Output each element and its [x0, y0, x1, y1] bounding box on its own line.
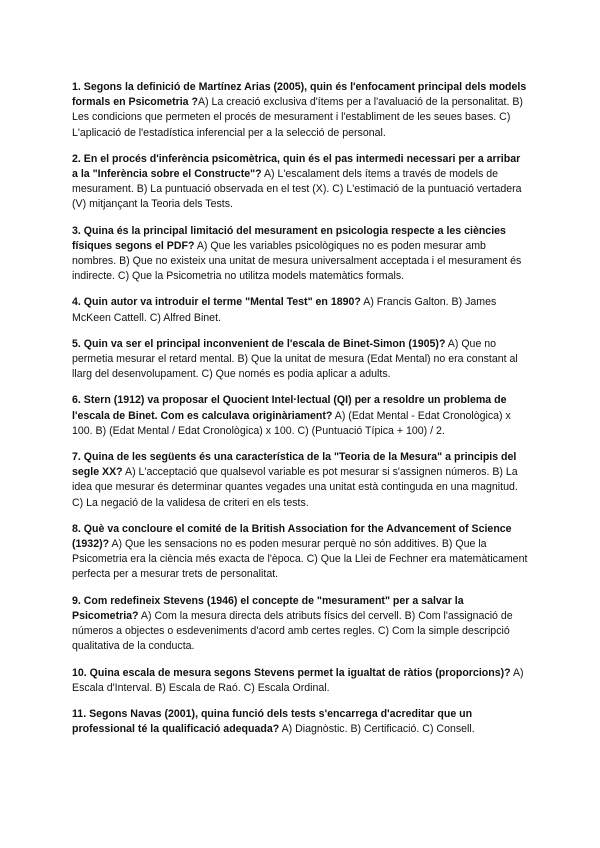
- question-text: 2. En el procés d'inferència psicomètrica, quin és el pas intermedi necessari per a arribar a la "Inferència sobre el Constructe"?: [72, 152, 521, 181]
- answer-options: A) Diagnòstic. B) Certificació. C) Consell.: [281, 723, 475, 736]
- question-text: 11. Segons Navas (2001), quina funció dels tests s'encarrega d'acreditar que un professional té la qualificació adequada?: [72, 707, 473, 736]
- question-text: 5. Quin va ser el principal inconvenient de l'escala de Binet-Simon (1905)?: [72, 337, 446, 350]
- question-10: [72, 666, 528, 696]
- question-1: [72, 80, 528, 141]
- question-11: [72, 707, 528, 737]
- answer-options: A) L'escalament dels ítems a través de models de mesurament. B) La puntuació observada en el test (X). C) L'estimació de la puntuació vertadera (V) mitjançant la Teoria dels Tests.: [72, 168, 522, 211]
- answer-options: A) Com la mesura directa dels atributs físics del cervell. B) Com l'assignació de números a objectes o esdeveniments d'acord amb certes regles. C) Com la simple descripció qualitativa de la conducta.: [72, 609, 513, 653]
- question-text: 1. Segons la definició de Martínez Arias (2005), quin és l'enfocament principal dels models formals en Psicometria ?: [72, 81, 527, 109]
- question-6: [72, 393, 528, 439]
- answer-options: A) La creació exclusiva d'ítems per a l'avaluació de la personalitat. B) Les condicions que permeten el procés de mesurament i l'establiment de les seues bases. C) L'aplicació de l'estadística inferencial per a la selecció de personal.: [72, 96, 523, 139]
- answer-options: A) Que les variables psicològiques no es poden mesurar amb nombres. B) Que no existeix una unitat de mesura universalment acceptada i el mesurament és indirecte. C) Que la Psicometria no utilitza models matemàtics formals.: [72, 239, 522, 283]
- question-text: 9. Com redefineix Stevens (1946) el concepte de "mesurament" per a salvar la Psicometria?: [72, 594, 464, 622]
- answer-options: A) Escala d'Interval. B) Escala de Raó. C) Escala Ordinal.: [72, 666, 524, 694]
- question-text: 3. Quina és la principal limitació del mesurament en psicologia respecte a les ciències físiques segons el PDF?: [72, 224, 506, 252]
- question-text: 10. Quina escala de mesura segons Stevens permet la igualtat de ràtios (proporcions)?: [72, 666, 511, 679]
- question-text: 4. Quin autor va introduir el terme "Mental Test" en 1890?: [72, 296, 361, 309]
- answer-options: A) Que no permetia mesurar el retard mental. B) Que la unitat de mesura (Edat Mental) no era constant al llarg del desenvolupament. C) Que només es podia aplicar a adults.: [72, 337, 518, 381]
- question-text: 8. Què va concloure el comité de la British Association for the Advancement of Science (1932)?: [72, 522, 512, 551]
- question-9: [72, 594, 528, 655]
- question-8: [72, 522, 528, 583]
- answer-options: A) Que les sensacions no es poden mesurar perquè no són additives. B) Que la Psicometria era la ciència més exacta de l'època. C) Que la Llei de Fechner era matemàticament perfecta per a mesurar trets de personalitat.: [72, 538, 528, 581]
- question-4: [72, 295, 528, 325]
- question-text: 7. Quina de les següents és una característica de la "Teoria de la Mesura" a principis del segle XX?: [72, 451, 517, 479]
- answer-options: A) Francis Galton. B) James McKeen Cattell. C) Alfred Binet.: [72, 296, 497, 324]
- question-5: [72, 337, 528, 383]
- question-2: [72, 152, 528, 213]
- document-page: [72, 80, 528, 748]
- answer-options: A) (Edat Mental - Edat Cronològica) x 100. B) (Edat Mental / Edat Cronològica) x 100. C) (Puntuació Típica + 100) / 2.: [72, 409, 511, 437]
- question-text: 6. Stern (1912) va proposar el Quocient Intel·lectual (QI) per a resoldre un problema de l'escala de Binet. Com es calculava originàriament?: [72, 394, 507, 422]
- answer-options: A) L'acceptació que qualsevol variable es pot mesurar si s'assignen números. B) La idea que mesurar és determinar quantes vegades una unitat està continguda en una magnitud. C) La negació de la validesa de criteri en els tests.: [72, 466, 518, 509]
- question-3: [72, 224, 528, 285]
- question-7: [72, 450, 528, 511]
